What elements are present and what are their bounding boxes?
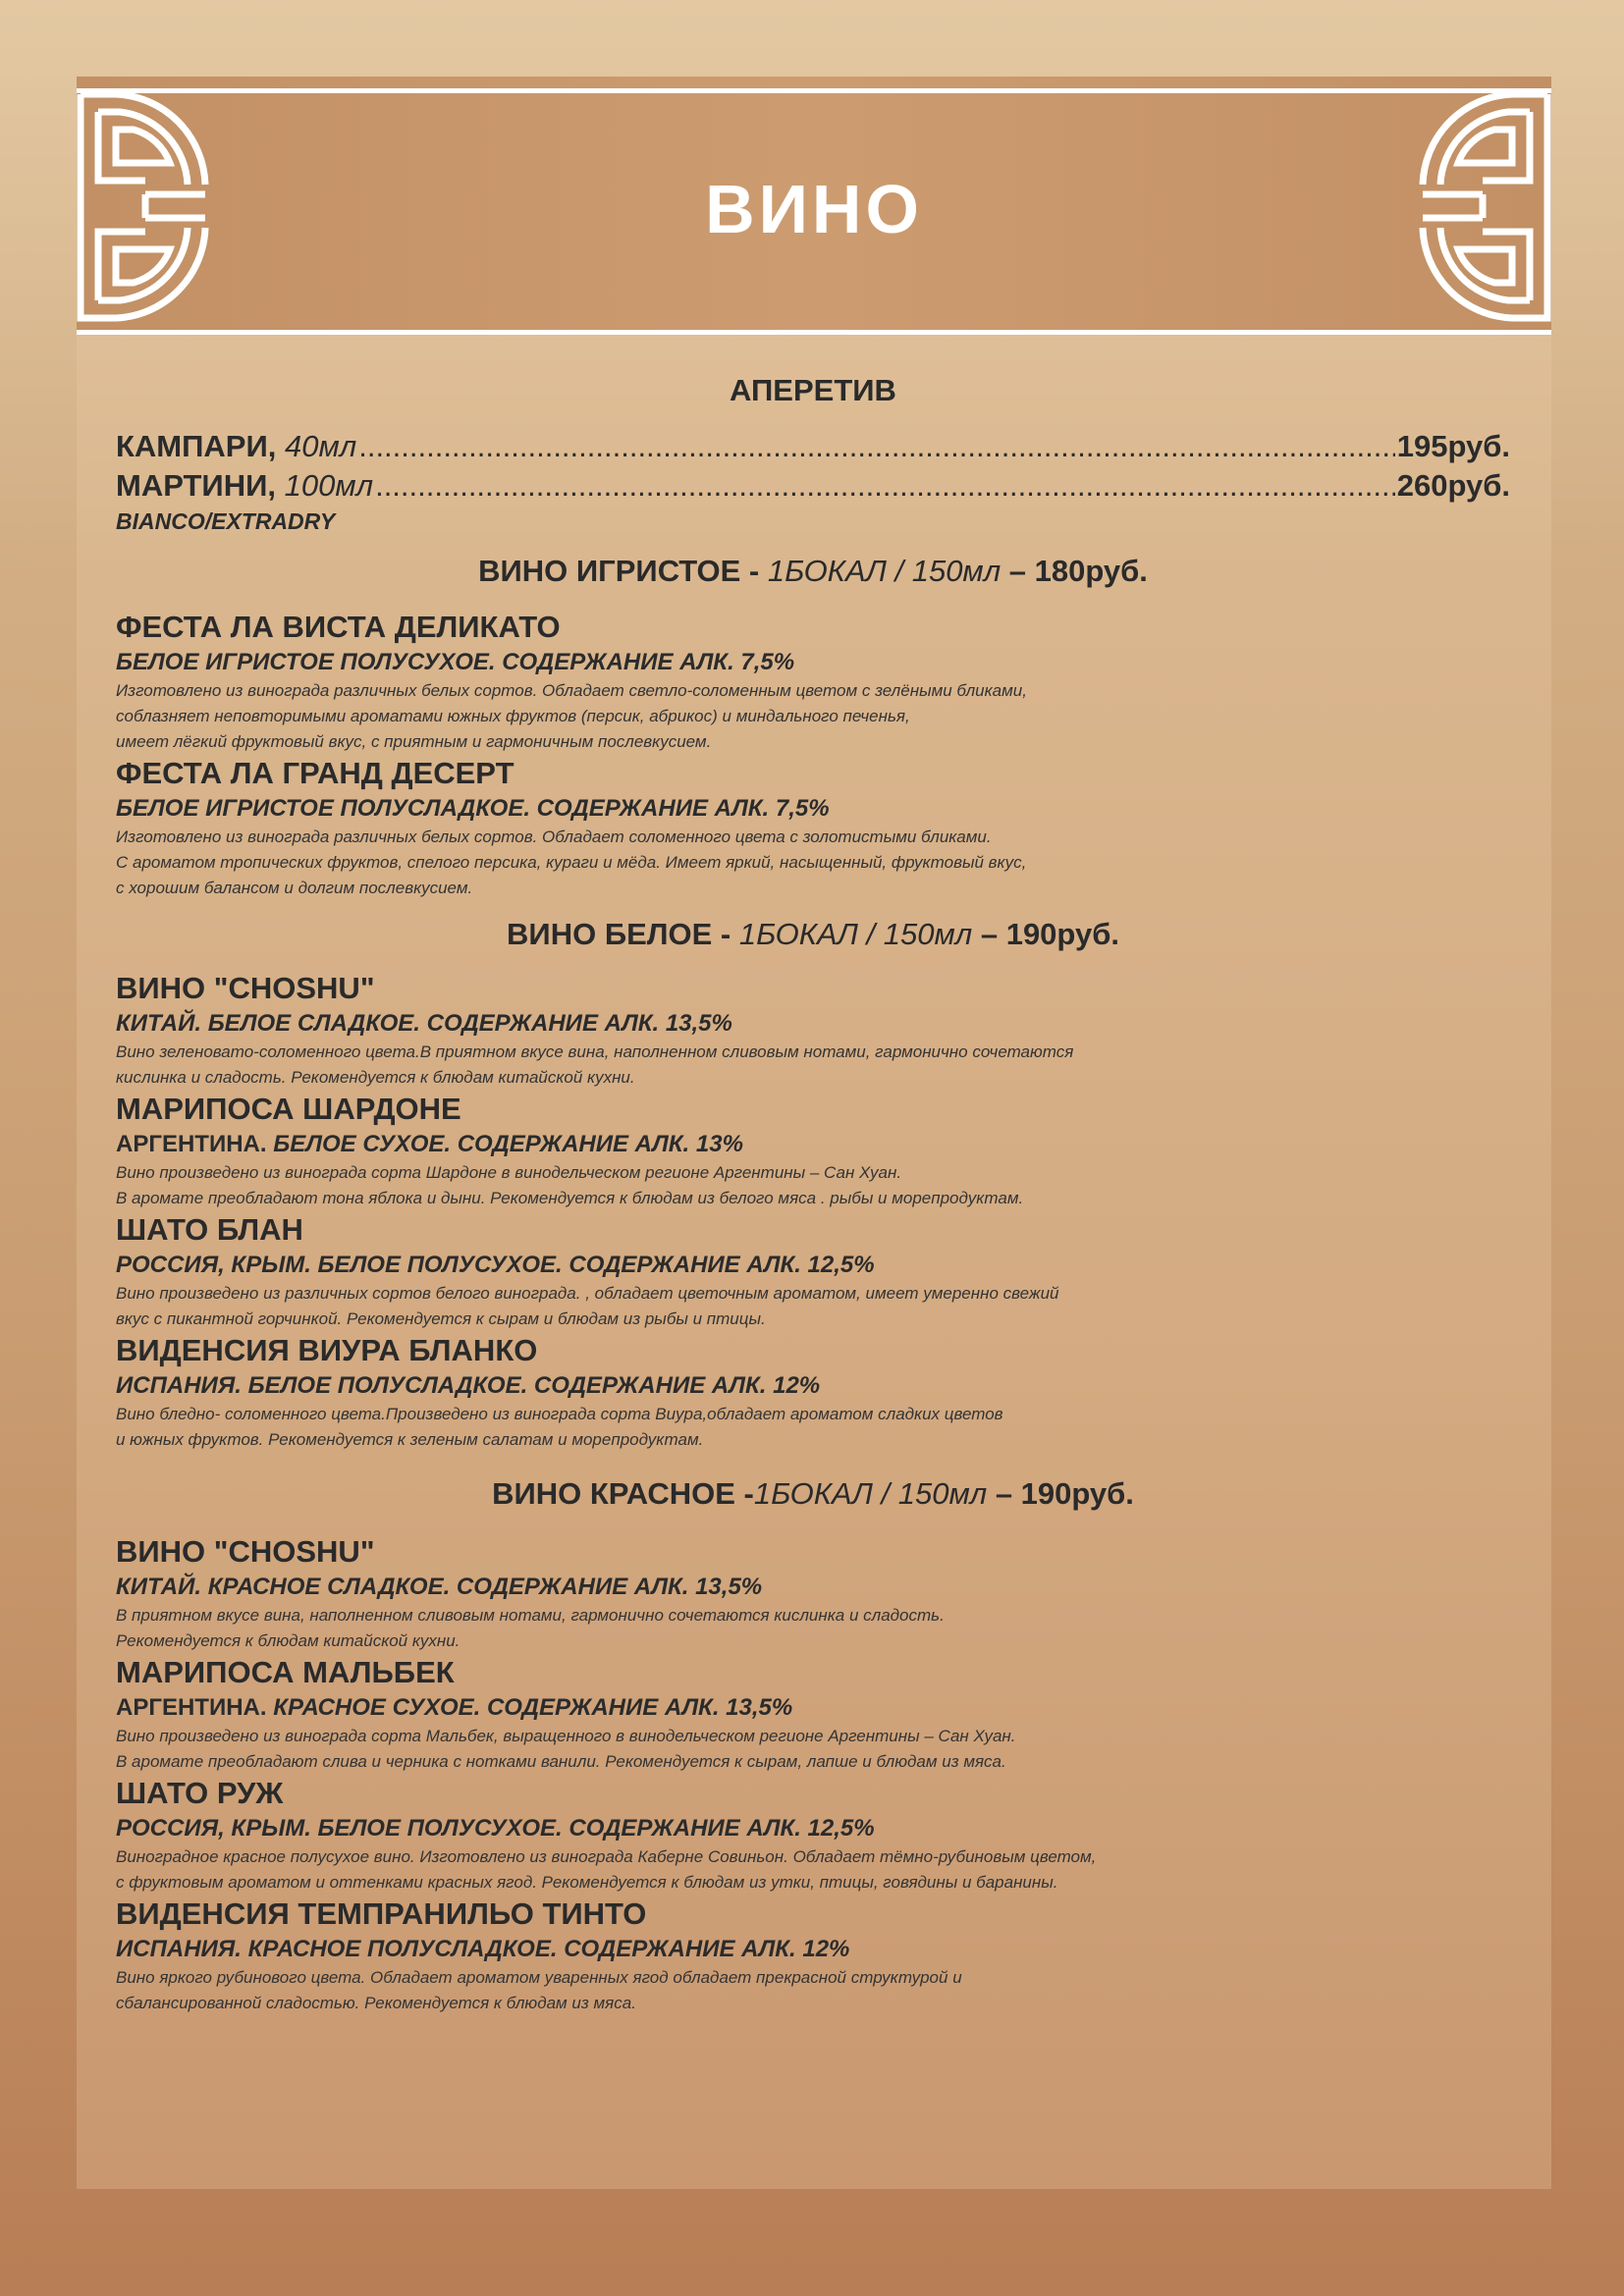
section-price: – 180руб.	[1008, 554, 1148, 588]
wine-description	[116, 1402, 1510, 1453]
desc-line: В аромате преобладают слива и черника с нотками ванили. Рекомендуется к сырам, лапше и блюдам из мяса.	[116, 1752, 1006, 1771]
wine-entry	[116, 609, 1510, 755]
desc-line: вкус с пикантной горчинкой. Рекомендуется к сырам и блюдам из рыбы и птицы.	[116, 1309, 766, 1328]
desc-line: сбалансированной сладостью. Рекомендуется к блюдам из мяса.	[116, 1994, 636, 2012]
wine-name: ВИДЕНСИЯ ВИУРА БЛАНКО	[116, 1333, 538, 1367]
wine-subtitle: РОССИЯ, КРЫМ. БЕЛОЕ ПОЛУСУХОЕ. СОДЕРЖАНИЕ АЛК. 12,5%	[116, 1815, 875, 1842]
header-top-line	[77, 88, 1551, 93]
wine-name: ФЕСТА ЛА ВИСТА ДЕЛИКАТО	[116, 610, 561, 644]
wine-entry	[116, 1211, 1510, 1332]
section-serving: 1БОКАЛ / 150мл	[753, 1476, 988, 1511]
wine-name: ВИНО "CHOSHU"	[116, 971, 375, 1005]
leader-dots	[358, 427, 1395, 466]
desc-line: имеет лёгкий фруктовый вкус, с приятным и гармоничным послевкусием.	[116, 732, 712, 751]
wine-subtitle: ИСПАНИЯ. КРАСНОЕ ПОЛУСЛАДКОЕ. СОДЕРЖАНИЕ АЛК. 12%	[116, 1936, 850, 1962]
wine-description	[116, 1603, 1510, 1654]
wine-name: ШАТО РУЖ	[116, 1776, 284, 1810]
wine-entry	[116, 755, 1510, 901]
wine-country: АРГЕНТИНА.	[116, 1131, 267, 1157]
desc-line: с хорошим балансом и долгим послевкусием.	[116, 879, 473, 897]
wine-description	[116, 678, 1510, 755]
desc-line: В аромате преобладают тона яблока и дыни. Рекомендуется к блюдам из белого мяса . рыбы и морепродуктам.	[116, 1189, 1024, 1207]
header-bottom-line	[77, 330, 1551, 335]
desc-line: Рекомендуется к блюдам китайской кухни.	[116, 1631, 460, 1650]
desc-line: соблазняет неповторимыми ароматами южных фруктов (персик, абрикос) и миндального печенья,	[116, 707, 910, 725]
page-title: ВИНО	[705, 171, 923, 247]
wine-entry	[116, 1533, 1510, 1654]
wine-country: АРГЕНТИНА.	[116, 1694, 267, 1721]
desc-line: Вино произведено из винограда сорта Мальбек, выращенного в винодельческом регионе Аргентины – Сан Хуан.	[116, 1727, 1016, 1745]
wine-description	[116, 1040, 1510, 1091]
desc-line: Изготовлено из винограда различных белых сортов. Обладает светло-соломенным цветом с зелёными бликами,	[116, 681, 1027, 700]
section-price: – 190руб.	[995, 1476, 1134, 1511]
desc-line: Вино бледно- соломенного цвета.Произведено из винограда сорта Виура,обладает ароматом сладких цветов	[116, 1405, 1003, 1423]
leader-dots	[375, 466, 1395, 506]
wine-name: ШАТО БЛАН	[116, 1212, 303, 1247]
section-title: ВИНО БЕЛОЕ -	[507, 917, 731, 951]
desc-line: Вино произведено из винограда сорта Шардоне в винодельческом регионе Аргентины – Сан Хуан.	[116, 1163, 902, 1182]
wine-entry	[116, 1896, 1510, 2016]
section-title: ВИНО ИГРИСТОЕ -	[478, 554, 760, 588]
wine-subtitle: КИТАЙ. БЕЛОЕ СЛАДКОЕ. СОДЕРЖАНИЕ АЛК. 13,5%	[116, 1010, 732, 1037]
wine-description	[116, 1965, 1510, 2016]
wine-style: КРАСНОЕ СУХОЕ. СОДЕРЖАНИЕ АЛК. 13,5%	[273, 1694, 793, 1721]
item-volume: 40мл	[285, 429, 357, 463]
wine-entry	[116, 1654, 1510, 1775]
wine-description	[116, 1844, 1510, 1896]
wine-subtitle: ИСПАНИЯ. БЕЛОЕ ПОЛУСЛАДКОЕ. СОДЕРЖАНИЕ АЛК. 12%	[116, 1372, 821, 1399]
desc-line: Виноградное красное полусухое вино. Изготовлено из винограда Каберне Совиньон. Обладает тёмно-рубиновым цветом,	[116, 1847, 1097, 1866]
header-banner	[77, 77, 1551, 335]
item-name: КАМПАРИ,	[116, 429, 277, 463]
wine-subtitle: БЕЛОЕ ИГРИСТОЕ ПОЛУСЛАДКОЕ. СОДЕРЖАНИЕ АЛК. 7,5%	[116, 795, 830, 822]
desc-line: В приятном вкусе вина, наполненном сливовым нотами, гармонично сочетаются кислинка и сладость.	[116, 1606, 945, 1625]
wine-subtitle: БЕЛОЕ ИГРИСТОЕ ПОЛУСУХОЕ. СОДЕРЖАНИЕ АЛК. 7,5%	[116, 649, 795, 675]
desc-line: и южных фруктов. Рекомендуется к зеленым салатам и морепродуктам.	[116, 1430, 704, 1449]
section-title: ВИНО КРАСНОЕ -	[492, 1476, 754, 1511]
section-heading-sparkling	[116, 552, 1510, 591]
section-price: – 190руб.	[980, 917, 1119, 951]
wine-description	[116, 1724, 1510, 1775]
section-serving: 1БОКАЛ / 150мл	[738, 917, 973, 951]
desc-line: Вино яркого рубинового цвета. Обладает ароматом уваренных ягод обладает прекрасной структурой и	[116, 1968, 962, 1987]
desc-line: Вино зеленовато-соломенного цвета.В приятном вкусе вина, наполненном сливовым нотами, гармонично сочетаются	[116, 1042, 1074, 1061]
wine-name: ВИДЕНСИЯ ТЕМПРАНИЛЬО ТИНТО	[116, 1896, 647, 1931]
section-heading-aperitif: АПЕРЕТИВ	[730, 373, 896, 407]
price-line-campari	[116, 427, 1510, 466]
section-heading-white	[116, 915, 1510, 954]
martini-variants: BIANCO/EXTRADRY	[116, 508, 336, 534]
item-price: 195руб.	[1396, 429, 1510, 463]
wine-description	[116, 1160, 1510, 1211]
wine-subtitle: КИТАЙ. КРАСНОЕ СЛАДКОЕ. СОДЕРЖАНИЕ АЛК. 13,5%	[116, 1574, 763, 1600]
item-price: 260руб.	[1396, 468, 1510, 503]
wine-style: БЕЛОЕ СУХОЕ. СОДЕРЖАНИЕ АЛК. 13%	[273, 1131, 743, 1157]
desc-line: с фруктовым ароматом и оттенками красных ягод. Рекомендуется к блюдам из утки, птицы, говядины и баранины.	[116, 1873, 1058, 1892]
wine-entry	[116, 1332, 1510, 1453]
wine-entry	[116, 970, 1510, 1091]
wine-description	[116, 825, 1510, 901]
desc-line: Вино произведено из различных сортов белого винограда. , обладает цветочным ароматом, имеет умеренно свежий	[116, 1284, 1059, 1303]
menu-content	[116, 371, 1510, 2016]
desc-line: кислинка и сладость. Рекомендуется к блюдам китайской кухни.	[116, 1068, 635, 1087]
item-name: МАРТИНИ,	[116, 468, 276, 503]
wine-subtitle	[116, 1691, 1510, 1724]
section-serving: 1БОКАЛ / 150мл	[767, 554, 1001, 588]
wine-subtitle: РОССИЯ, КРЫМ. БЕЛОЕ ПОЛУСУХОЕ. СОДЕРЖАНИЕ АЛК. 12,5%	[116, 1252, 875, 1278]
wine-name: МАРИПОСА МАЛЬБЕК	[116, 1655, 455, 1689]
desc-line: Изготовлено из винограда различных белых сортов. Обладает соломенного цвета с золотистыми бликами.	[116, 828, 992, 846]
price-line-martini	[116, 466, 1510, 506]
wine-description	[116, 1281, 1510, 1332]
wine-name: ВИНО "CHOSHU"	[116, 1534, 375, 1569]
wine-name: ФЕСТА ЛА ГРАНД ДЕСЕРТ	[116, 756, 514, 790]
item-volume: 100мл	[284, 468, 374, 503]
desc-line: С ароматом тропических фруктов, спелого персика, кураги и мёда. Имеет яркий, насыщенный, фруктовый вкус,	[116, 853, 1027, 872]
wine-entry	[116, 1091, 1510, 1211]
section-heading-red	[116, 1474, 1510, 1514]
wine-entry	[116, 1775, 1510, 1896]
wine-subtitle	[116, 1128, 1510, 1160]
wine-name: МАРИПОСА ШАРДОНЕ	[116, 1092, 461, 1126]
